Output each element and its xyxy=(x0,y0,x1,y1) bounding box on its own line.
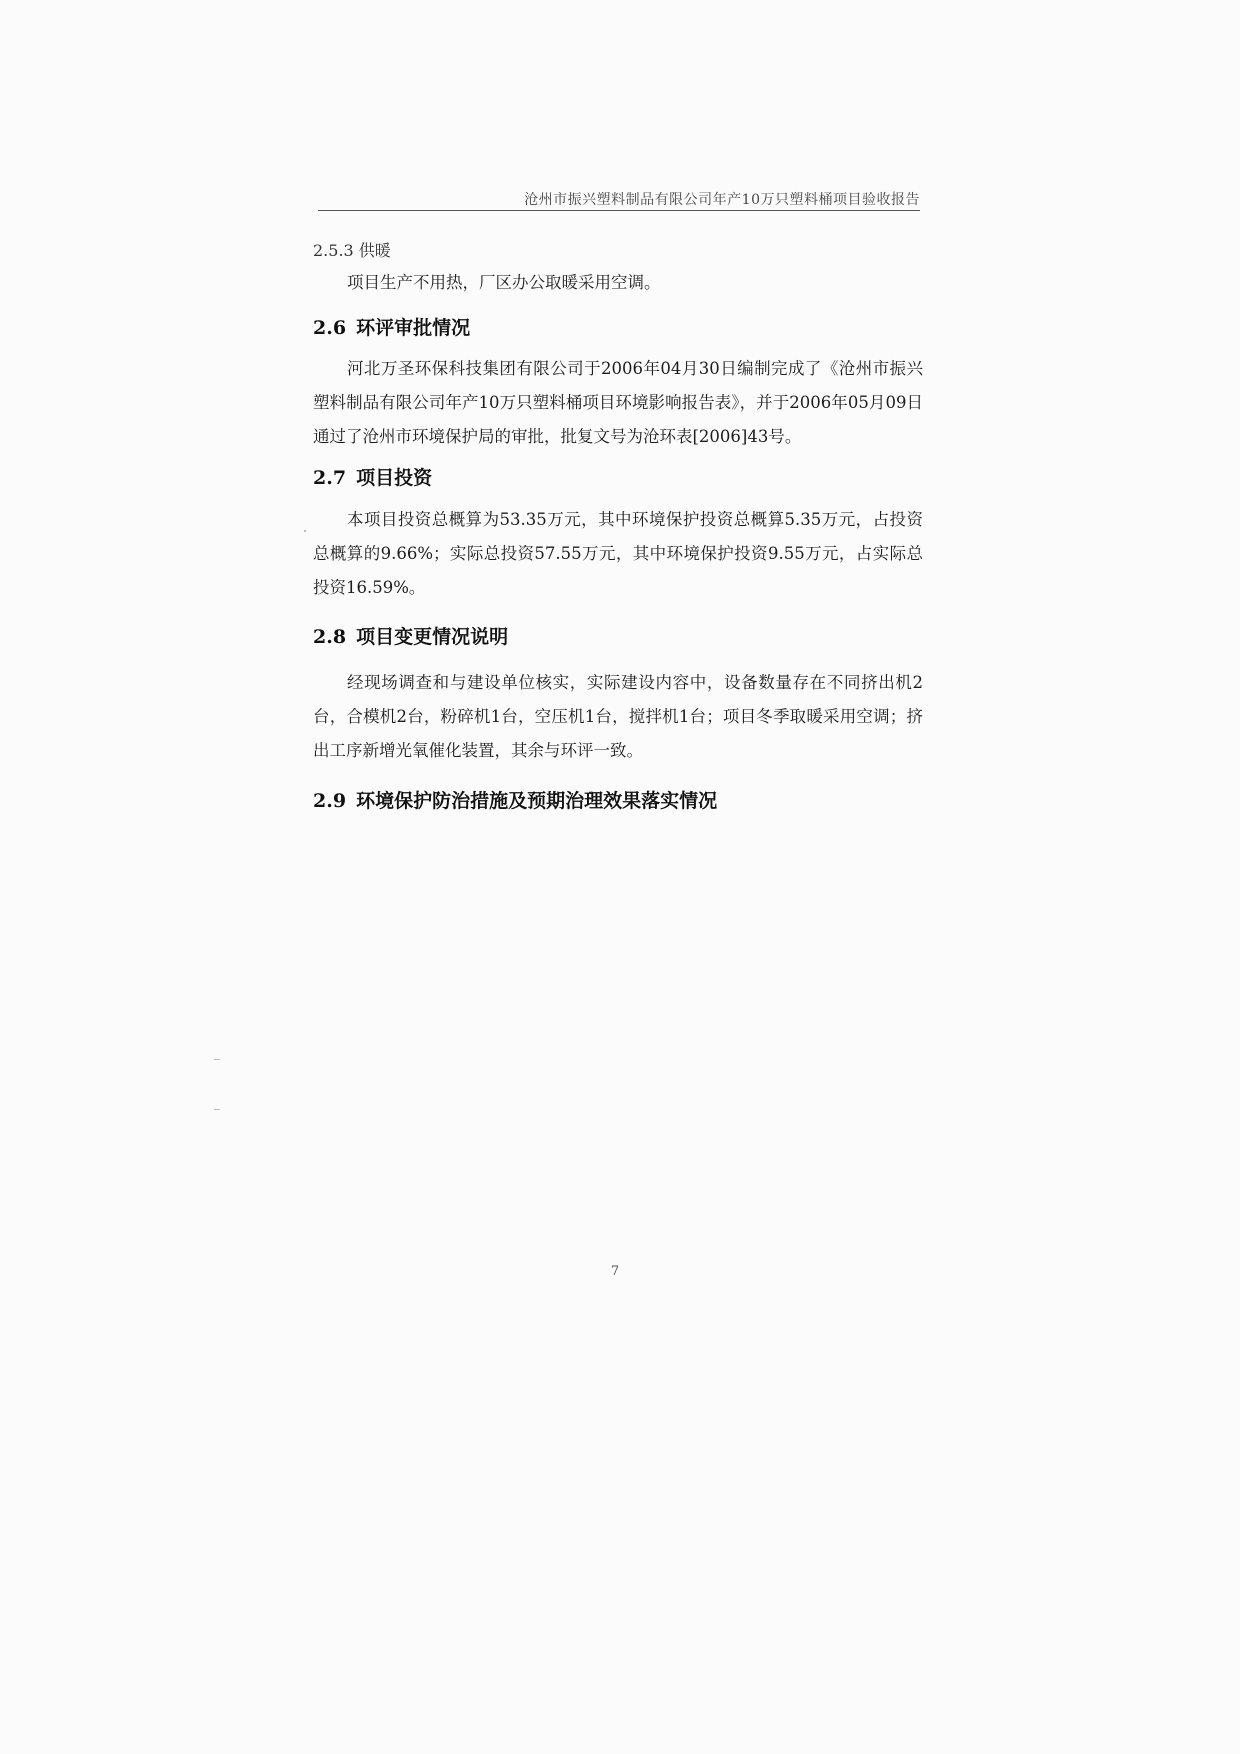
section-title: 环境保护防治措施及预期治理效果落实情况 xyxy=(356,790,718,812)
paragraph: 经现场调查和与建设单位核实，实际建设内容中，设备数量存在不同挤出机2台，合模机2台，粉碎机1台，空压机1台，搅拌机1台；项目冬季取暖采用空调；挤出工序新增光氧催化装置，其余与环评一致。 xyxy=(313,673,923,760)
section-2-9-heading xyxy=(313,786,923,813)
scan-speck xyxy=(304,530,306,532)
paragraph: 河北万圣环保科技集团有限公司于2006年04月30日编制完成了《沧州市振兴塑料制品有限公司年产10万只塑料桶项目环境影响报告表》，并于2006年05月09日通过了沧州市环境保护局的审批，批复文号为沧环表[2006]43号。 xyxy=(313,359,923,446)
section-2-8-heading xyxy=(313,622,923,649)
page-number: 7 xyxy=(610,1264,620,1279)
subsection-2-5-3-heading xyxy=(313,238,923,261)
section-title: 项目投资 xyxy=(356,467,433,489)
section-2-8-body xyxy=(313,666,923,768)
section-2-6-body xyxy=(313,352,923,454)
section-number: 2.7 xyxy=(313,467,347,489)
scan-speck xyxy=(214,1059,220,1060)
subsection-2-5-3-body xyxy=(313,266,923,300)
paragraph: 本项目投资总概算为53.35万元，其中环境保护投资总概算5.35万元，占投资总概算的9.66%；实际总投资57.55万元，其中环境保护投资9.55万元，占实际总投资16.59%。 xyxy=(313,510,923,597)
section-2-7-heading xyxy=(313,463,923,490)
section-number: 2.8 xyxy=(313,626,347,648)
section-number: 2.9 xyxy=(313,790,347,812)
section-number: 2.6 xyxy=(313,317,347,339)
section-2-7-body xyxy=(313,503,923,605)
section-title: 项目变更情况说明 xyxy=(356,626,509,648)
paragraph: 项目生产不用热，厂区办公取暖采用空调。 xyxy=(347,273,661,292)
subsection-title: 2.5.3 供暖 xyxy=(313,241,391,260)
section-2-6-heading xyxy=(313,313,923,340)
section-title: 环评审批情况 xyxy=(356,317,471,339)
scan-speck xyxy=(214,1109,220,1110)
header-rule xyxy=(318,210,920,211)
page-header: 沧州市振兴塑料制品有限公司年产10万只塑料桶项目验收报告 xyxy=(524,192,920,208)
